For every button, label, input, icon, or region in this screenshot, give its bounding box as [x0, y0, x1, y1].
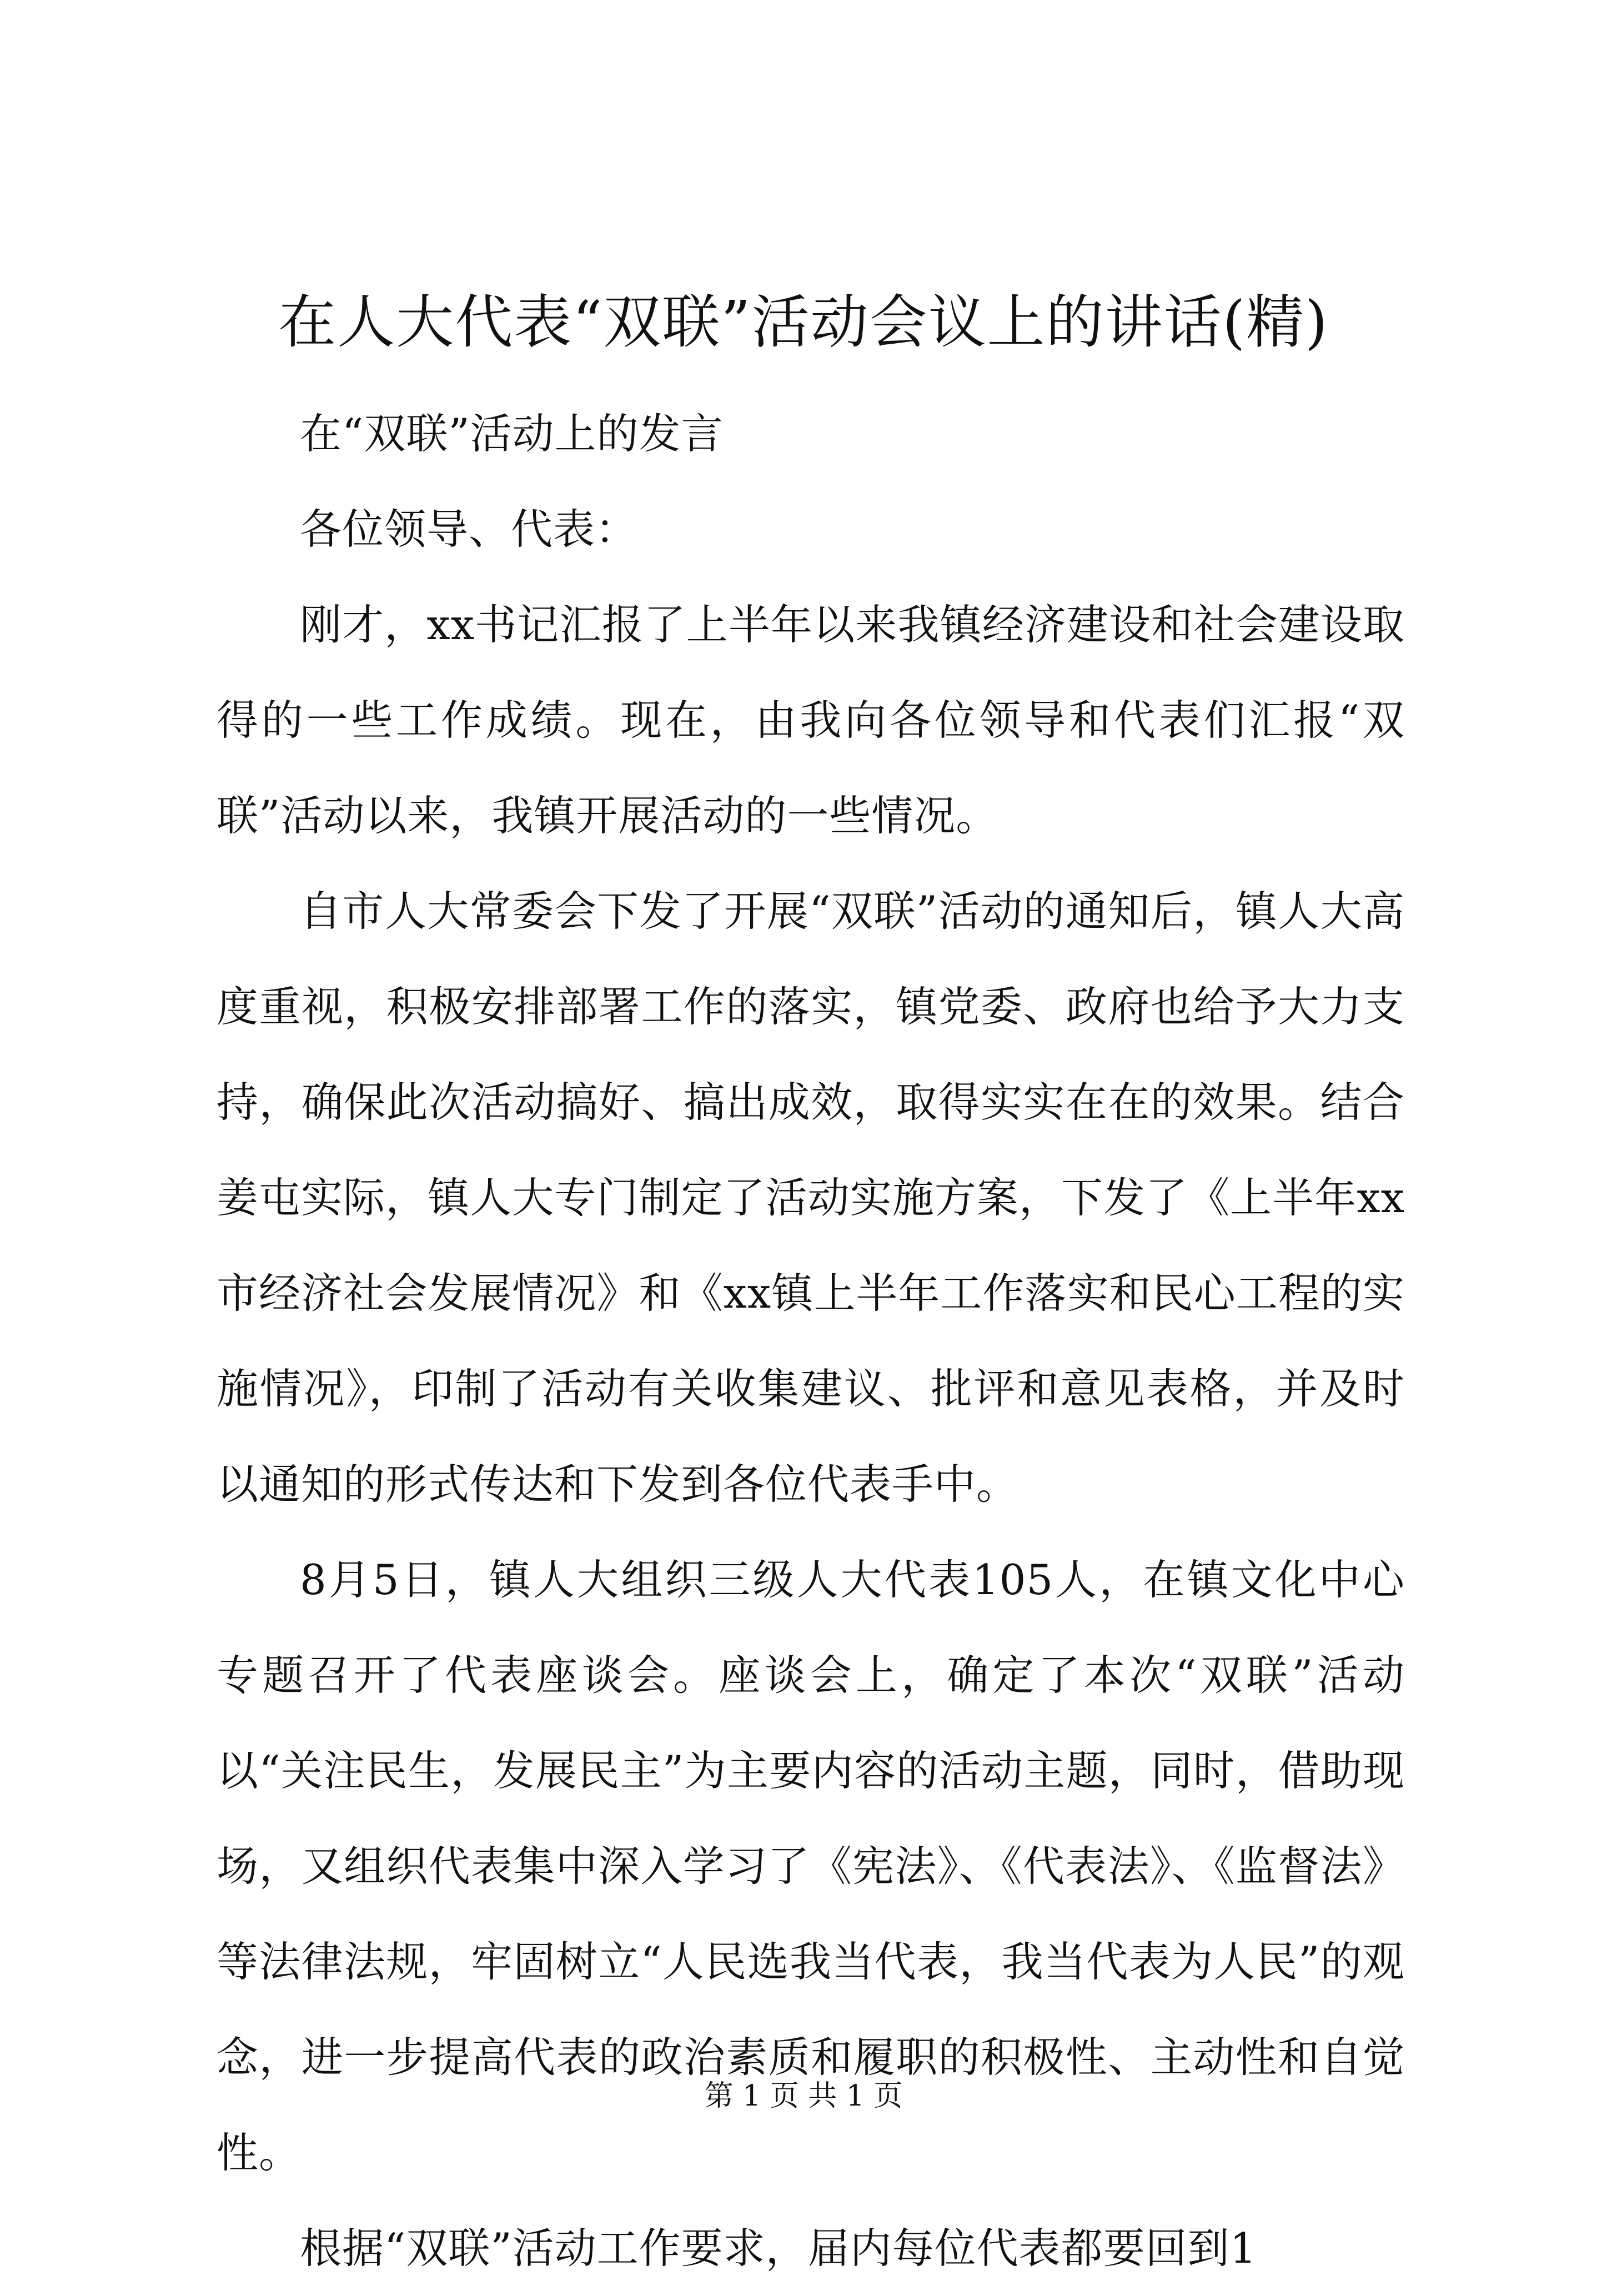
- document-body: [217, 386, 1405, 2296]
- paragraph-subtitle: 在“双联”活动上的发言: [300, 409, 724, 458]
- paragraph: 自市人大常委会下发了开展“双联”活动的通知后，镇人大高度重视，积极安排部署工作的落实，镇党委、政府也给予大力支持，确保此次活动搞好、搞出成效，取得实实在在的效果。结合姜屯实际，镇人大专门制定了活动实施方案，下发了《上半年xx市经济社会发展情况》和《xx镇上半年工作落实和民心工程的实施情况》，印制了活动有关收集建议、批评和意见表格，并及时以通知的形式传达和下发到各位代表手中。: [217, 887, 1405, 1509]
- page-number-footer: 第 1 页 共 1 页: [704, 2079, 903, 2113]
- paragraph-salutation: 各位领导、代表：: [300, 505, 638, 554]
- paragraph: 刚才，xx书记汇报了上半年以来我镇经济建设和社会建设取得的一些工作成绩。现在，由我向各位领导和代表们汇报“双联”活动以来，我镇开展活动的一些情况。: [217, 600, 1405, 840]
- paragraph: 根据“双联”活动工作要求，届内每位代表都要回到1: [300, 2224, 1257, 2273]
- document-title: 在人大代表“双联”活动会议上的讲话(精): [278, 288, 1329, 356]
- paragraph: 8月5日，镇人大组织三级人大代表105人，在镇文化中心专题召开了代表座谈会。座谈会上，确定了本次“双联”活动以“关注民生，发展民主”为主要内容的活动主题，同时，借助现场，又组织代表集中深入学习了《宪法》、《代表法》、《监督法》等法律法规，牢固树立“人民选我当代表，我当代表为人民”的观念，进一步提高代表的政治素质和履职的积极性、主动性和自觉性。: [217, 1555, 1405, 2177]
